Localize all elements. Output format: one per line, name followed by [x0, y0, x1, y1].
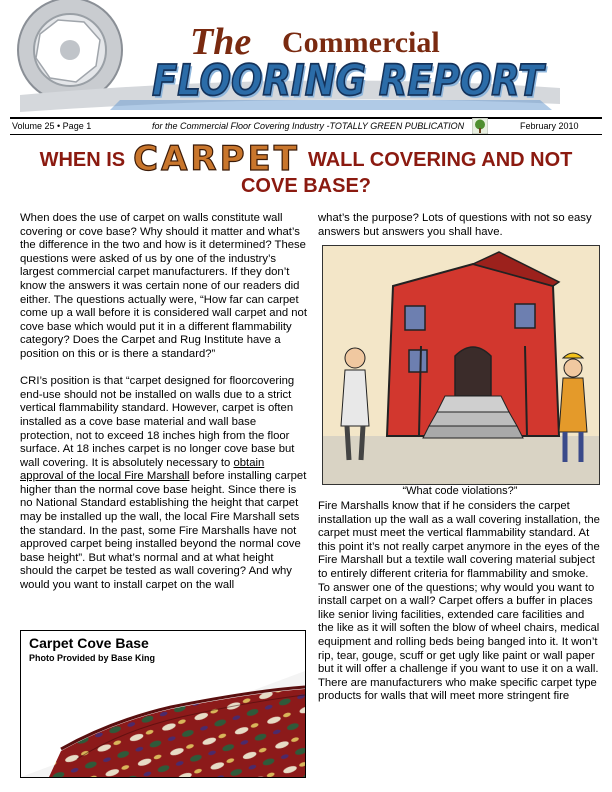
right-paragraph-bottom: Fire Marshalls know that if he considers the carpet installation up the wall as a wall covering installation, the carpet must meet the vertical flammability standard. At this point it’s not really carpet anymore in the eyes of the Fire Marshall but a textile wall covering material subject to entirely different criteria for flammability and smoke. To answer one of the questions; why would you want to install carpet on a wall? Carpet offers a buffer in places like senior living facilities, extended care facilities and the like as it will soften the blow of wheel chairs, medical equipment and rolling beds being banged into it. It won’t rip, tear, gouge, scuff or get ugly like paint or wall paper but it will offer a challenge if you want to use it on a wall. There are manufacturers who make specific carpet type products for walls that will meet more stringent fire — [318, 500, 600, 703]
left-paragraph-2-end: before installing carpet higher than the normal cove base height. Since there is no National Standard establishing the height that carpet may be installed up the wall, the local Fire Marshall sets the standard. In the past, some Fire Marshalls have not approved carpet being installed beyond the normal cove base height”. But what’s normal and at what height should the carpet be tested as wall covering? And why would you want to install carpet on the wall — [20, 470, 307, 592]
headline-line2: COVE BASE? — [240, 175, 372, 197]
photo-credit: Photo Provided by Base King — [29, 653, 156, 663]
cartoon-illustration — [322, 245, 600, 485]
masthead-rule-top — [10, 117, 602, 119]
headline-part2: WALL COVERING AND NOT — [307, 149, 573, 171]
cartoon-caption: “What code violations?” — [402, 485, 518, 497]
tagline: for the Commercial Floor Covering Industry -TOTALLY GREEN PUBLICATION — [152, 121, 465, 131]
masthead-commercial: Commercial — [282, 26, 440, 59]
left-paragraph-2-start: CRI’s position is that “carpet designed for floorcovering end-use should not be installed on walls due to a strict vertical flammability standard. However, carpet is often installed as a cove base material and wall base protection, not to exceed 18 inches high from the floor surface. At 18 inches carpet is no longer cove base but wall covering. It is absolutely necessary to — [20, 375, 295, 469]
issue-date: February 2010 — [520, 121, 579, 131]
carpet-cove-base-photo — [20, 630, 306, 778]
left-paragraph-2 — [20, 375, 308, 593]
photo-title: Carpet Cove Base — [29, 635, 149, 651]
volume-page: Volume 25 • Page 1 — [12, 121, 92, 131]
masthead-rule-bottom — [10, 134, 602, 135]
masthead — [0, 0, 612, 118]
right-column-bottom — [318, 500, 602, 718]
left-paragraph-1: When does the use of carpet on walls constitute wall covering or cove base? Why should it matter and what’s the difference in the two and how is it determined? These questions were asked of us by one of the industry’s largest commercial carpet manufacturers. If they don’t know the answers it was certain none of our readers did either. The questions actually were, “How far can carpet come up a wall before it is considered wall carpet and not cove base which would put it in a different flammability category? Does the Carpet and Rug Institute have a position on this or is there a standard?” — [20, 212, 307, 360]
right-paragraph-top: what’s the purpose? Lots of questions with not so easy answers but answers you shall have. — [318, 212, 592, 238]
masthead-title: FLOORING REPORT — [152, 56, 544, 106]
headline-carpet-word: CARPET — [133, 139, 300, 179]
left-column — [20, 212, 308, 606]
cartoon-image — [323, 246, 599, 484]
fire-marshall-approval-link[interactable]: obtain approval of the local Fire Marshall — [20, 456, 265, 483]
masthead-the: The — [190, 21, 252, 63]
tree-icon — [472, 118, 488, 134]
headline-part1: WHEN IS — [39, 149, 126, 171]
headline — [20, 139, 592, 199]
